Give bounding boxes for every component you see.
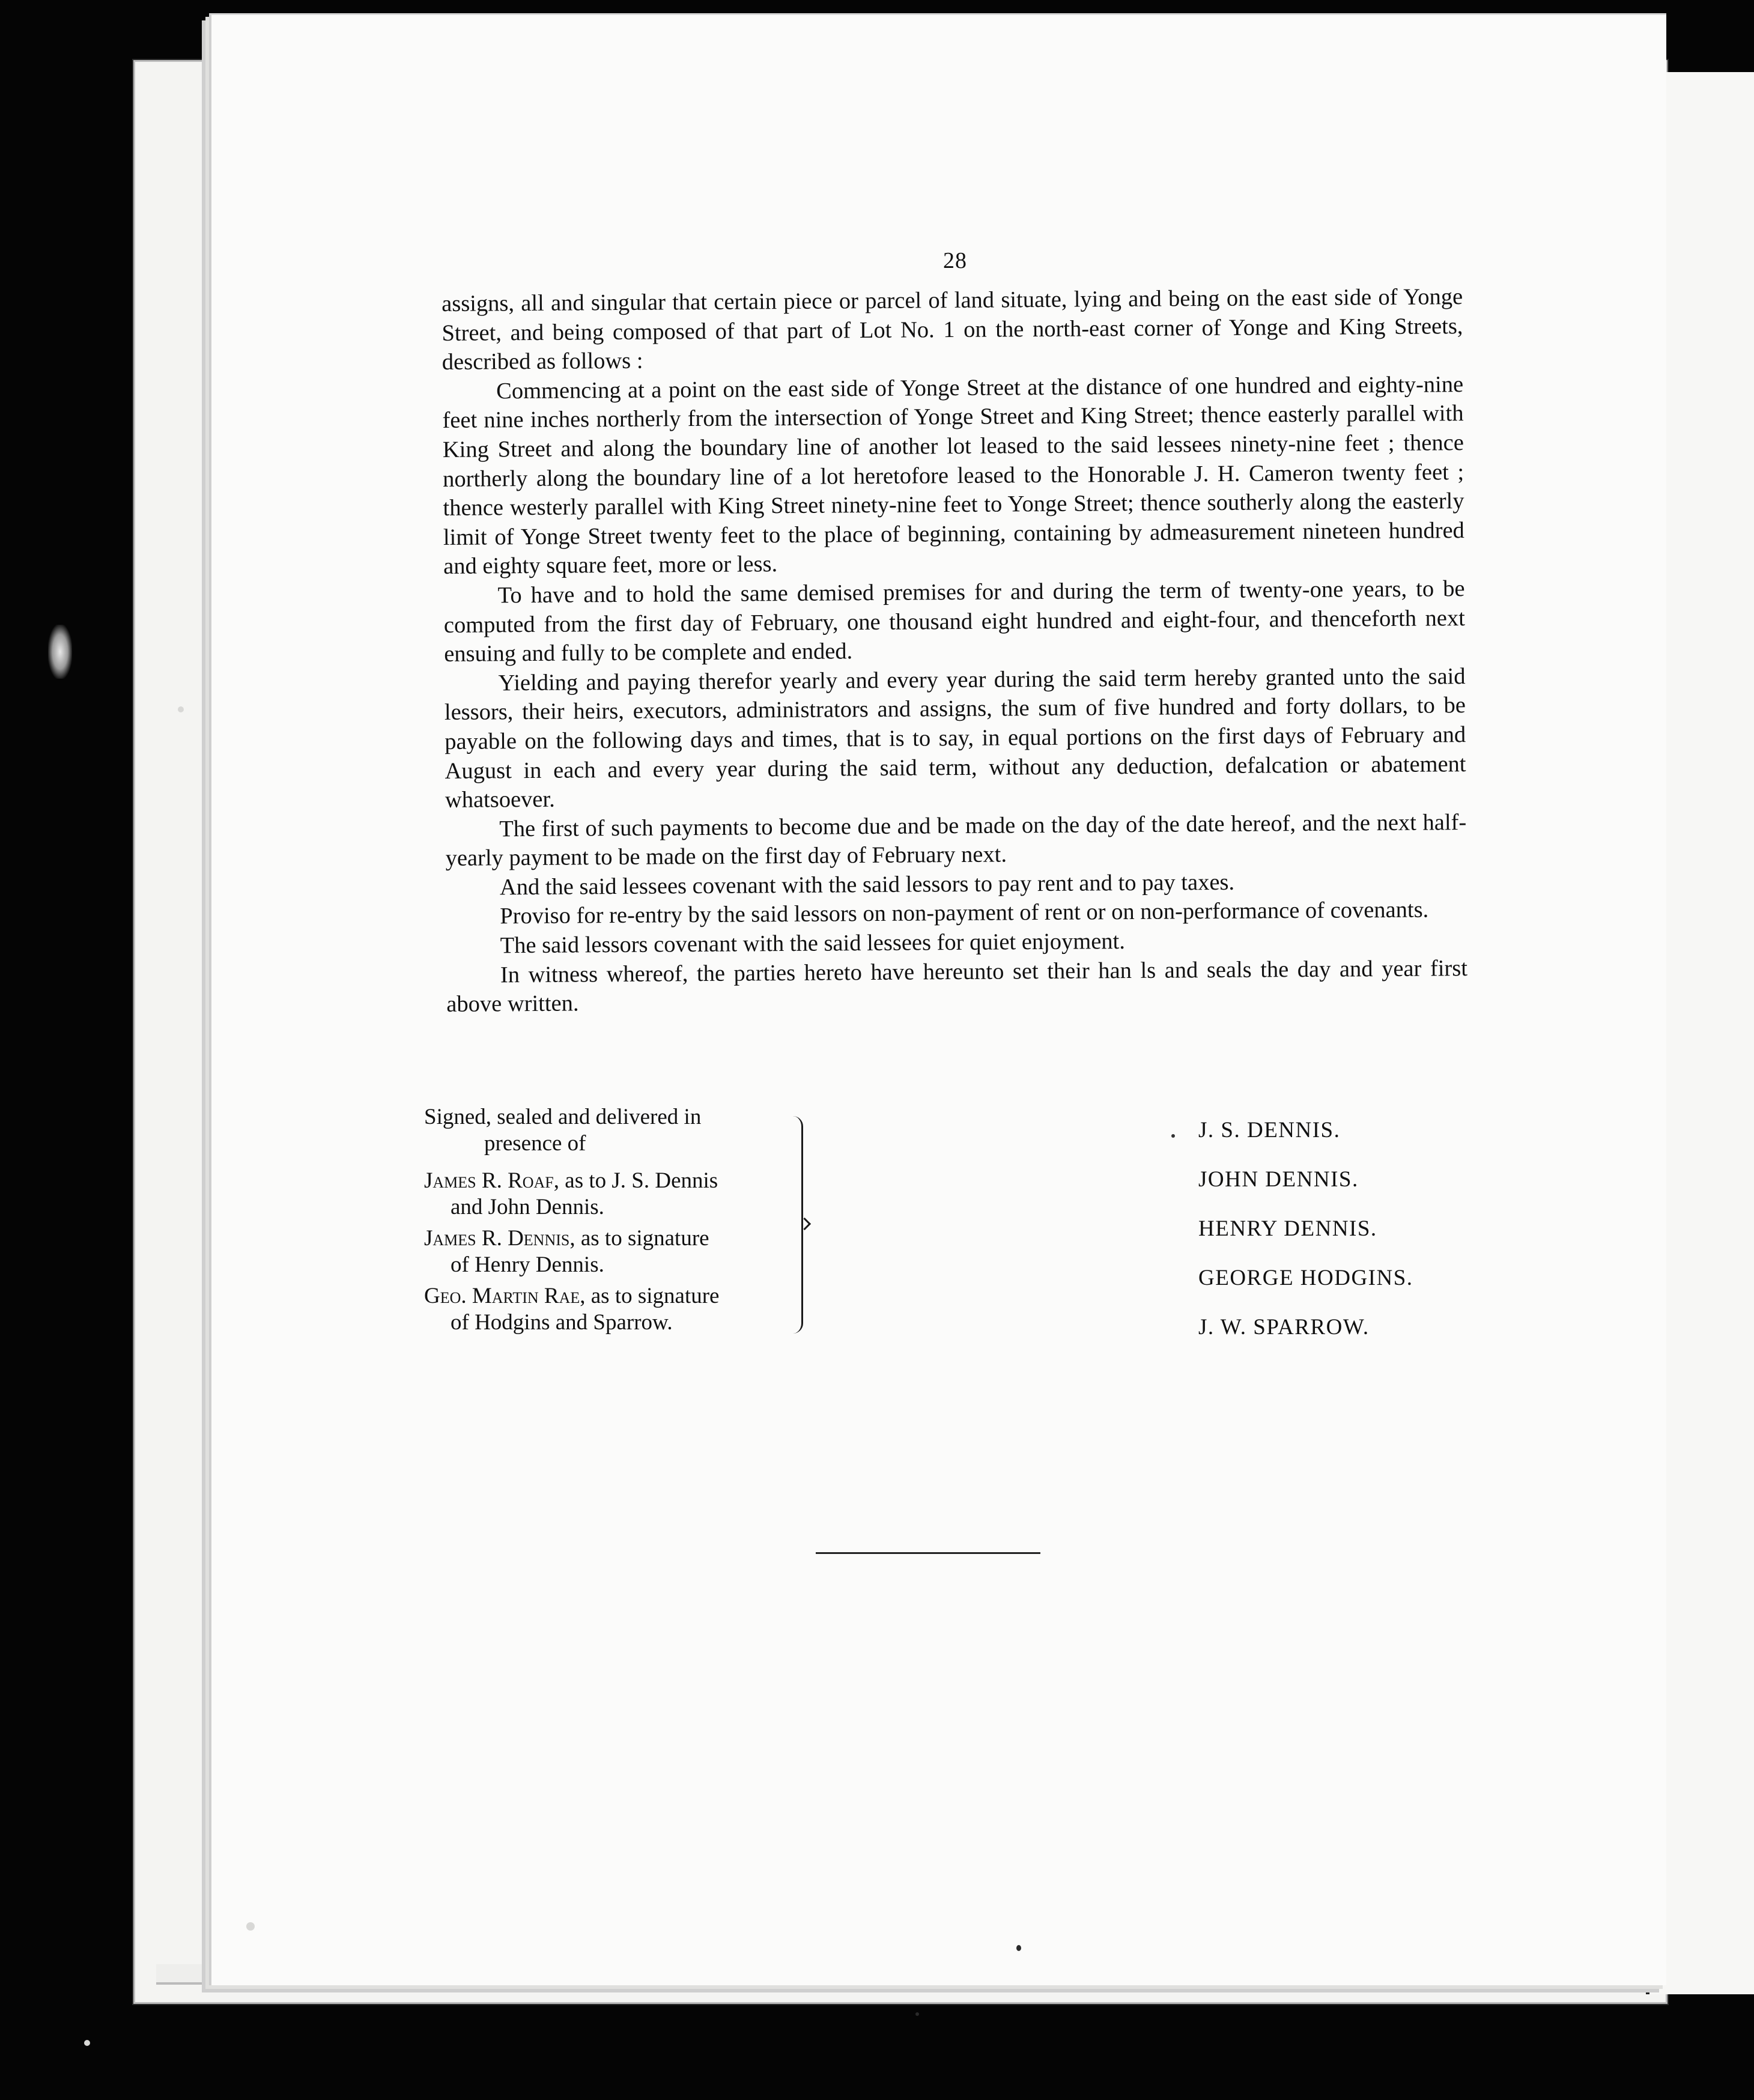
witness-heading-line1: Signed, sealed and delivered in xyxy=(424,1105,702,1129)
witness-role: as to signature xyxy=(585,1284,720,1308)
lease-paragraph: Yielding and paying therefor yearly and every year during the said term hereby granted unto the said lessors, their heirs, executors, administrators and assigns, the sum of five hundred and forty dollars, to be payable on the following days and times, that is to say, in equal portions on the first days of February and August in each and every year during the said term, without any deduction, defalcation or abatement whatsoever. xyxy=(444,663,1466,813)
signatories-list xyxy=(1198,1117,1413,1364)
paper-speck xyxy=(178,706,184,712)
page-number: 28 xyxy=(943,248,967,273)
signatory-name: HENRY DENNIS. xyxy=(1198,1216,1377,1241)
witness-role-cont: of Hodgins and Sparrow. xyxy=(451,1310,673,1335)
lease-paragraph: The said lessors covenant with the said lessees for quiet enjoyment. xyxy=(500,929,1126,959)
witness-entry xyxy=(424,1283,809,1336)
witness-name: Geo. Martin Rae, xyxy=(424,1284,586,1308)
witness-name: James R. Roaf, xyxy=(424,1168,560,1193)
lease-paragraph: To have and to hold the same demised premises for and during the term of twenty-one years, to be computed from the first day of February, one thousand eight hundred and eight-four, and thenceforth next ensuing and fully to be complete and ended. xyxy=(443,576,1466,667)
lease-body-text xyxy=(442,282,1467,1019)
ink-speck xyxy=(915,2012,919,2016)
signatory-name: J. S. DENNIS. xyxy=(1198,1118,1341,1143)
ink-speck xyxy=(1016,1945,1021,1951)
lease-paragraph: Commencing at a point on the east side of Yonge Street at the distance of one hundred and eighty-nine feet nine inches northerly from the intersection of Yonge Street and King Street; thence easterly parallel with King Street and along the boundary line of another lot leased to the said lessees ninety-nine feet ; thence northerly along the boundary line of a lot heretofore leased to the Honorable J. H. Cameron twenty feet ; thence westerly parallel with King Street ninety-nine feet to Yonge Street; thence southerly along the easterly limit of Yonge Street twenty feet to the place of beginning, containing by admeasurement nineteen hundred and eighty square feet, more or less. xyxy=(442,371,1464,580)
signatory-name: J. W. SPARROW. xyxy=(1198,1315,1370,1340)
witness-heading-line2: presence of xyxy=(484,1131,586,1156)
signatory-name: JOHN DENNIS. xyxy=(1198,1167,1359,1192)
lease-paragraph: In witness whereof, the parties hereto have hereunto set their han ls and seals the day and year first above written. xyxy=(446,955,1468,1018)
paper-speck xyxy=(84,2040,90,2046)
witness-name: James R. Dennis, xyxy=(424,1226,575,1251)
lease-paragraph: Proviso for re-entry by the said lessors on non-payment of rent or on non-performance of covenants. xyxy=(500,897,1429,929)
lease-paragraph: The first of such payments to become due and be made on the day of the date hereof, and the next half-yearly payment to be made on the first day of February next. xyxy=(445,809,1467,872)
witness-block xyxy=(424,1104,809,1336)
signature-dot xyxy=(1171,1134,1175,1138)
end-rule xyxy=(816,1552,1040,1554)
witness-role: as to signature xyxy=(575,1226,709,1251)
signatory-name: GEORGE HODGINS. xyxy=(1198,1266,1413,1290)
paper-speck xyxy=(246,1922,255,1931)
witness-entry xyxy=(424,1168,809,1221)
witness-entry xyxy=(424,1225,809,1278)
lease-paragraph: assigns, all and singular that certain piece or parcel of land situate, lying and being on the east side of Yonge Street, and being composed of that part of Lot No. 1 on the north-east corner of Yonge and King Streets, described as follows : xyxy=(442,284,1463,375)
witness-role-cont: and John Dennis. xyxy=(451,1195,604,1219)
witness-role: as to J. S. Dennis xyxy=(559,1168,718,1193)
lease-paragraph: And the said lessees covenant with the said lessors to pay rent and to pay taxes. xyxy=(499,869,1235,900)
witness-role-cont: of Henry Dennis. xyxy=(451,1252,604,1277)
